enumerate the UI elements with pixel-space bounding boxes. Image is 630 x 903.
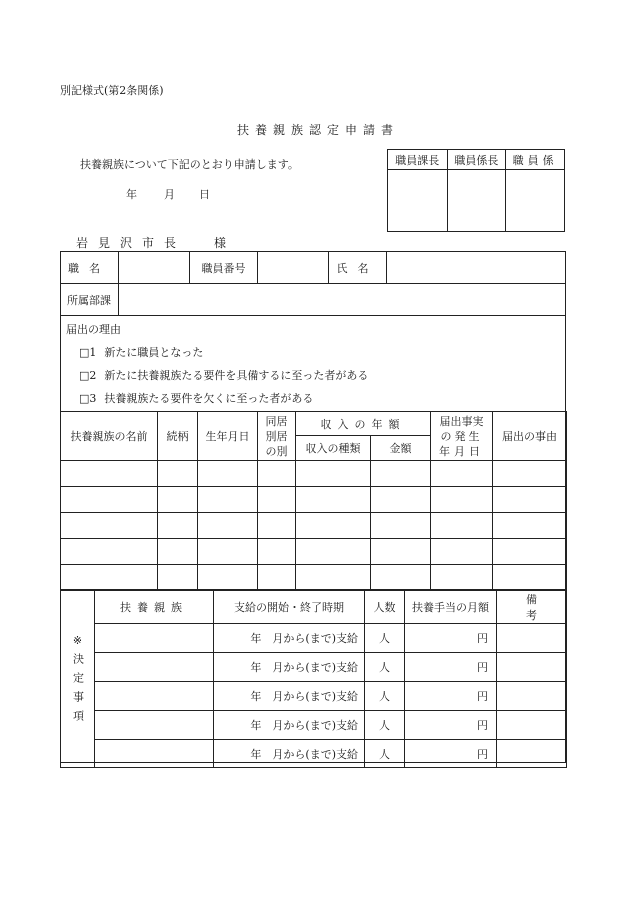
name-field[interactable]: [387, 252, 565, 283]
checkbox-icon[interactable]: □: [79, 345, 90, 359]
table-row[interactable]: [61, 487, 567, 513]
honorific: 様: [214, 236, 227, 250]
staff-number-label: 職員番号: [201, 261, 246, 275]
approval-header-1: 職員課長: [388, 150, 448, 170]
table-row[interactable]: 年 月から(まで)支給 人 円: [61, 624, 567, 653]
form-reference: 別記様式(第2条関係): [60, 84, 164, 97]
table-row[interactable]: 年 月から(まで)支給 人 円: [61, 682, 567, 711]
header-decision-period: 支給の開始・終了時期: [214, 591, 365, 624]
reason-option-num: 3: [89, 391, 97, 405]
addressee: 岩見沢市長: [76, 236, 187, 250]
header-annual-income: 収入の年額: [296, 412, 431, 436]
reason-option-2[interactable]: [79, 367, 368, 383]
approval-stamp-1[interactable]: [388, 170, 448, 232]
table-row[interactable]: [61, 539, 567, 565]
position-label: 職名: [68, 261, 110, 275]
header-event-date: 届出事実 の発生 年月日: [431, 412, 493, 461]
table-row[interactable]: 年 月から(まで)支給 人 円: [61, 711, 567, 740]
header-decision-monthly: 扶養手当の月額: [405, 591, 497, 624]
position-field[interactable]: [119, 252, 189, 283]
reason-option-1[interactable]: [79, 344, 203, 360]
approval-header-2: 職員係長: [447, 150, 506, 170]
table-row[interactable]: [61, 461, 567, 487]
dependents-table: [60, 411, 567, 590]
table-row[interactable]: 年 月から(まで)支給 人 円: [61, 740, 567, 768]
reason-option-text: 扶養親族たる要件を欠くに至った者がある: [104, 392, 314, 405]
header-cohabitation: 同居 別居 の別: [258, 412, 296, 461]
checkbox-icon[interactable]: □: [79, 391, 90, 405]
header-decision-count: 人数: [365, 591, 405, 624]
date-day: 日: [199, 188, 210, 201]
staff-number-field[interactable]: [258, 252, 328, 283]
form-title: 扶養親族認定申請書: [237, 123, 400, 137]
decision-side-label: ※ 決定事項: [61, 591, 95, 768]
reason-option-num: 1: [89, 345, 97, 359]
header-report-reason: 届出の事由: [493, 412, 567, 461]
reason-option-3[interactable]: [79, 390, 313, 406]
department-field[interactable]: [119, 285, 565, 315]
table-row[interactable]: [61, 513, 567, 539]
table-row[interactable]: 年 月から(まで)支給 人 円: [61, 653, 567, 682]
table-row[interactable]: [61, 565, 567, 590]
date-year: 年: [126, 188, 137, 201]
date-month: 月: [164, 188, 175, 201]
reason-heading: 届出の理由: [66, 323, 121, 336]
reason-option-text: 新たに職員となった: [104, 346, 204, 359]
reason-option-text: 新たに扶養親族たる要件を具備するに至った者がある: [104, 369, 369, 382]
decision-table: [60, 590, 567, 768]
approval-table: [387, 149, 565, 232]
header-decision-remarks: 備考: [497, 591, 567, 624]
header-income-type: 収入の種類: [296, 436, 371, 461]
department-label: 所属部課: [67, 294, 111, 307]
approval-stamp-2[interactable]: [447, 170, 506, 232]
approval-header-3: 職員係: [506, 150, 565, 170]
checkbox-icon[interactable]: □: [79, 368, 90, 382]
approval-stamp-3[interactable]: [506, 170, 565, 232]
header-decision-dependent: 扶養親族: [95, 591, 214, 624]
header-relation: 続柄: [158, 412, 198, 461]
reason-option-num: 2: [89, 368, 97, 382]
name-label: 氏名: [336, 261, 379, 275]
statement-text: 扶養親族について下記のとおり申請します。: [80, 158, 299, 171]
header-birthdate: 生年月日: [198, 412, 258, 461]
header-dependent-name: 扶養親族の名前: [61, 412, 158, 461]
header-amount: 金額: [371, 436, 431, 461]
